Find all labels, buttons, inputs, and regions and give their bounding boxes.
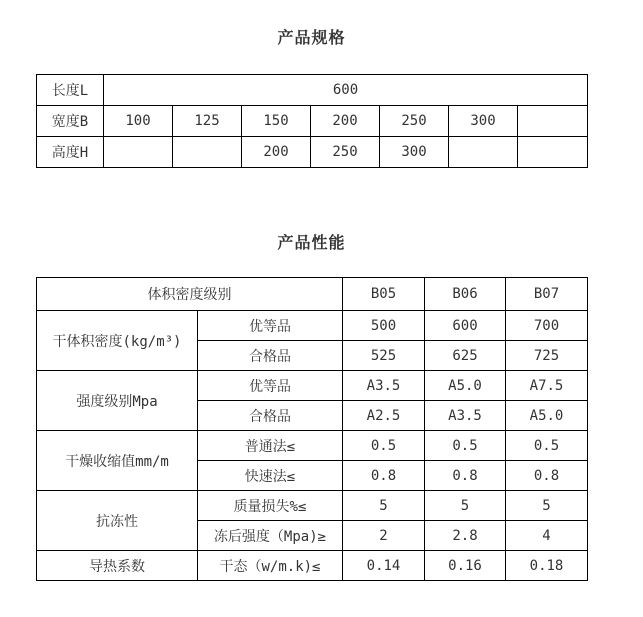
perf-value-cell: 500 xyxy=(343,311,425,341)
perf-row xyxy=(37,431,588,461)
perf-value-cell: 0.14 xyxy=(343,551,425,581)
spec-value-cell xyxy=(518,137,588,168)
spec-value-cell: 150 xyxy=(242,106,311,137)
perf-row xyxy=(37,311,588,341)
perf-value-cell: 0.8 xyxy=(343,461,425,491)
perf-value-cell: 0.8 xyxy=(425,461,506,491)
row-label: 长度L xyxy=(37,75,104,106)
subcategory-cell: 快速法≤ xyxy=(198,461,343,491)
subcategory-cell: 质量损失%≤ xyxy=(198,491,343,521)
perf-value-cell: 0.18 xyxy=(506,551,588,581)
perf-row xyxy=(37,371,588,401)
spec-row-height xyxy=(37,137,588,168)
subcategory-cell: 普通法≤ xyxy=(198,431,343,461)
perf-row xyxy=(37,491,588,521)
perf-value-cell: 700 xyxy=(506,311,588,341)
perf-value-cell: A3.5 xyxy=(425,401,506,431)
perf-value-cell: A5.0 xyxy=(506,401,588,431)
category-cell: 干燥收缩值mm/m xyxy=(37,431,198,491)
perf-value-cell: 525 xyxy=(343,341,425,371)
perf-section-title: 产品性能 xyxy=(277,233,346,252)
spec-table xyxy=(36,74,588,168)
perf-value-cell: 625 xyxy=(425,341,506,371)
perf-value-cell: 0.16 xyxy=(425,551,506,581)
spec-value-cell: 200 xyxy=(242,137,311,168)
density-grade-header: 体积密度级别 xyxy=(37,278,343,311)
grade-header: B07 xyxy=(506,278,588,311)
perf-value-cell: 0.5 xyxy=(506,431,588,461)
perf-value-cell: A2.5 xyxy=(343,401,425,431)
perf-value-cell: 0.5 xyxy=(425,431,506,461)
subcategory-cell: 优等品 xyxy=(198,311,343,341)
subcategory-cell: 合格品 xyxy=(198,401,343,431)
spec-value-cell: 125 xyxy=(173,106,242,137)
spec-section-title: 产品规格 xyxy=(277,28,346,47)
spec-row-length xyxy=(37,75,588,106)
spec-value-cell: 100 xyxy=(104,106,173,137)
perf-value-cell: 2 xyxy=(343,521,425,551)
spec-value-cell xyxy=(449,137,518,168)
subcategory-cell: 优等品 xyxy=(198,371,343,401)
grade-header: B06 xyxy=(425,278,506,311)
perf-table xyxy=(36,277,588,581)
spec-value-cell xyxy=(173,137,242,168)
perf-value-cell: 0.5 xyxy=(343,431,425,461)
perf-value-cell: 5 xyxy=(343,491,425,521)
spec-value-cell: 600 xyxy=(104,75,588,106)
perf-row xyxy=(37,551,588,581)
row-label: 宽度B xyxy=(37,106,104,137)
spec-value-cell: 250 xyxy=(311,137,380,168)
category-cell: 干体积密度(kg/m³) xyxy=(37,311,198,371)
perf-value-cell: 2.8 xyxy=(425,521,506,551)
spec-value-cell: 250 xyxy=(380,106,449,137)
subcategory-cell: 合格品 xyxy=(198,341,343,371)
perf-value-cell: 600 xyxy=(425,311,506,341)
row-label: 高度H xyxy=(37,137,104,168)
perf-header-row xyxy=(37,278,588,311)
perf-value-cell: 4 xyxy=(506,521,588,551)
category-cell: 抗冻性 xyxy=(37,491,198,551)
perf-value-cell: 5 xyxy=(506,491,588,521)
spec-value-cell xyxy=(518,106,588,137)
perf-value-cell: 5 xyxy=(425,491,506,521)
content-area xyxy=(36,0,587,581)
perf-value-cell: A5.0 xyxy=(425,371,506,401)
spec-value-cell: 200 xyxy=(311,106,380,137)
spec-value-cell xyxy=(104,137,173,168)
grade-header: B05 xyxy=(343,278,425,311)
perf-value-cell: 0.8 xyxy=(506,461,588,491)
perf-value-cell: A7.5 xyxy=(506,371,588,401)
category-cell: 导热系数 xyxy=(37,551,198,581)
spec-value-cell: 300 xyxy=(449,106,518,137)
subcategory-cell: 干态（w/m.k)≤ xyxy=(198,551,343,581)
perf-value-cell: 725 xyxy=(506,341,588,371)
subcategory-cell: 冻后强度（Mpa)≥ xyxy=(198,521,343,551)
spec-value-cell: 300 xyxy=(380,137,449,168)
spec-row-width xyxy=(37,106,588,137)
perf-value-cell: A3.5 xyxy=(343,371,425,401)
category-cell: 强度级别Mpa xyxy=(37,371,198,431)
